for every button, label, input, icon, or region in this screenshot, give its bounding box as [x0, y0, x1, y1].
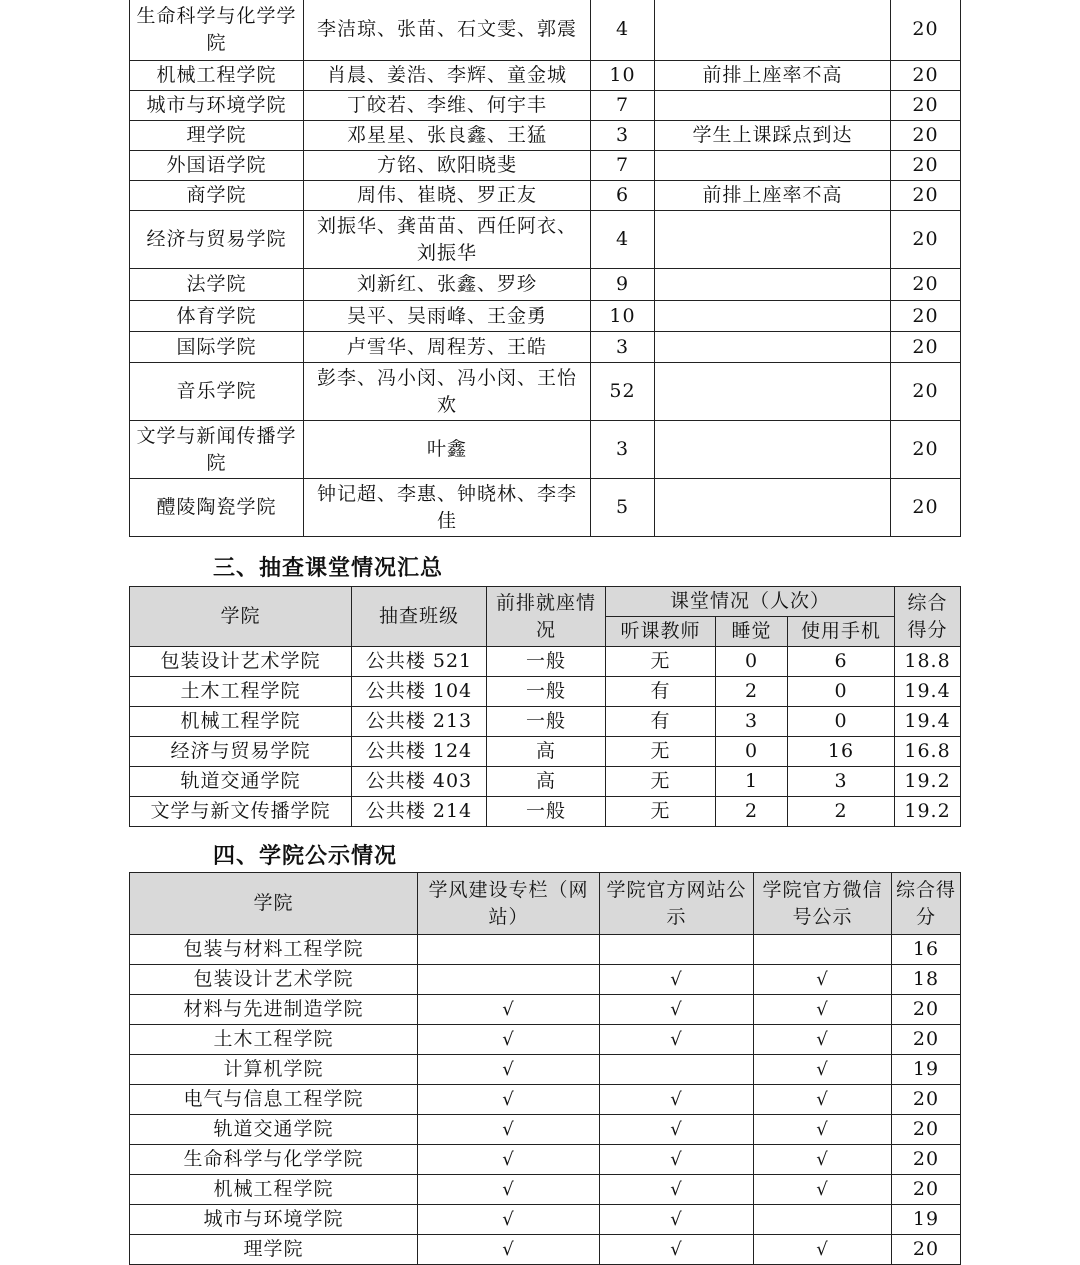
college-cell: 电气与信息工程学院	[130, 1085, 418, 1115]
wechat-check-cell	[754, 935, 892, 965]
table-row	[130, 1055, 961, 1085]
sleep-cell: 0	[716, 647, 788, 677]
members-cell: 刘振华、龚苗苗、西任阿衣、刘振华	[304, 211, 591, 269]
phone-cell: 0	[788, 677, 895, 707]
class-cell: 公共楼 104	[352, 677, 487, 707]
count-cell: 6	[591, 181, 655, 211]
college-cell: 机械工程学院	[130, 707, 352, 737]
sleep-cell: 1	[716, 767, 788, 797]
front-row-cell: 一般	[487, 707, 606, 737]
phone-cell: 2	[788, 797, 895, 827]
class-cell: 公共楼 213	[352, 707, 487, 737]
score-cell: 20	[891, 181, 961, 211]
teacher-cell: 无	[606, 737, 716, 767]
members-cell: 刘新红、张鑫、罗珍	[304, 269, 591, 301]
table-row	[130, 332, 961, 363]
header-front-row: 前排就座情况	[487, 587, 606, 647]
sleep-cell: 2	[716, 677, 788, 707]
website-check-cell: √	[600, 1175, 754, 1205]
header-teacher: 听课教师	[606, 617, 716, 647]
wechat-check-cell: √	[754, 1145, 892, 1175]
note-cell	[655, 211, 891, 269]
sleep-cell: 2	[716, 797, 788, 827]
sleep-cell: 0	[716, 737, 788, 767]
table-row	[130, 1235, 961, 1265]
front-row-cell: 一般	[487, 677, 606, 707]
members-cell: 周伟、崔晓、罗正友	[304, 181, 591, 211]
section-title-classroom-summary: 三、抽查课堂情况汇总	[213, 556, 444, 581]
note-cell	[655, 151, 891, 181]
college-cell: 土木工程学院	[130, 677, 352, 707]
college-cell: 生命科学与化学学院	[130, 0, 304, 61]
college-cell: 国际学院	[130, 332, 304, 363]
wechat-check-cell: √	[754, 1115, 892, 1145]
front-row-cell: 高	[487, 767, 606, 797]
note-cell	[655, 363, 891, 421]
website-check-cell: √	[600, 1145, 754, 1175]
score-cell: 20	[891, 211, 961, 269]
column-check-cell: √	[418, 1115, 600, 1145]
college-cell: 醴陵陶瓷学院	[130, 479, 304, 537]
note-cell	[655, 0, 891, 61]
college-cell: 轨道交通学院	[130, 767, 352, 797]
table-row	[130, 767, 961, 797]
table-row	[130, 301, 961, 332]
note-cell	[655, 269, 891, 301]
header-phone: 使用手机	[788, 617, 895, 647]
count-cell: 7	[591, 91, 655, 121]
table-row	[130, 61, 961, 91]
front-row-cell: 一般	[487, 647, 606, 677]
header-column: 学风建设专栏（网站）	[418, 873, 600, 935]
score-cell: 20	[892, 1175, 961, 1205]
table-row	[130, 995, 961, 1025]
header-college: 学院	[130, 587, 352, 647]
teacher-cell: 无	[606, 647, 716, 677]
members-cell: 邓星星、张良鑫、王猛	[304, 121, 591, 151]
score-cell: 20	[891, 421, 961, 479]
phone-cell: 3	[788, 767, 895, 797]
count-cell: 3	[591, 421, 655, 479]
score-cell: 19.2	[895, 767, 961, 797]
class-cell: 公共楼 214	[352, 797, 487, 827]
wechat-check-cell: √	[754, 1235, 892, 1265]
score-cell: 16	[892, 935, 961, 965]
column-check-cell: √	[418, 1235, 600, 1265]
website-check-cell: √	[600, 1085, 754, 1115]
note-cell: 前排上座率不高	[655, 61, 891, 91]
website-check-cell: √	[600, 995, 754, 1025]
header-college: 学院	[130, 873, 418, 935]
count-cell: 10	[591, 61, 655, 91]
wechat-check-cell: √	[754, 1085, 892, 1115]
phone-cell: 0	[788, 707, 895, 737]
front-row-cell: 一般	[487, 797, 606, 827]
score-cell: 20	[892, 1085, 961, 1115]
column-check-cell	[418, 965, 600, 995]
score-cell: 19	[892, 1055, 961, 1085]
college-cell: 机械工程学院	[130, 1175, 418, 1205]
score-cell: 20	[891, 61, 961, 91]
note-cell	[655, 479, 891, 537]
phone-cell: 6	[788, 647, 895, 677]
score-cell: 18.8	[895, 647, 961, 677]
members-cell: 丁皎若、李维、何宇丰	[304, 91, 591, 121]
table-row	[130, 1145, 961, 1175]
header-class: 抽查班级	[352, 587, 487, 647]
members-cell: 钟记超、李惠、钟晓林、李李佳	[304, 479, 591, 537]
count-cell: 3	[591, 121, 655, 151]
header-wechat: 学院官方微信号公示	[754, 873, 892, 935]
score-cell: 19	[892, 1205, 961, 1235]
inspection-team-table	[129, 0, 961, 537]
count-cell: 7	[591, 151, 655, 181]
score-cell: 20	[891, 0, 961, 61]
table-row	[130, 737, 961, 767]
note-cell	[655, 91, 891, 121]
teacher-cell: 无	[606, 767, 716, 797]
note-cell: 学生上课踩点到达	[655, 121, 891, 151]
score-cell: 20	[891, 479, 961, 537]
score-cell: 20	[891, 363, 961, 421]
college-cell: 城市与环境学院	[130, 91, 304, 121]
table-row	[130, 1085, 961, 1115]
college-cell: 包装与材料工程学院	[130, 935, 418, 965]
table-row	[130, 479, 961, 537]
college-cell: 包装设计艺术学院	[130, 647, 352, 677]
score-cell: 20	[891, 151, 961, 181]
members-cell: 卢雪华、周程芳、王皓	[304, 332, 591, 363]
table-row	[130, 421, 961, 479]
wechat-check-cell: √	[754, 1025, 892, 1055]
count-cell: 4	[591, 211, 655, 269]
wechat-check-cell: √	[754, 1175, 892, 1205]
teacher-cell: 有	[606, 677, 716, 707]
college-cell: 音乐学院	[130, 363, 304, 421]
table-row	[130, 935, 961, 965]
table-row	[130, 1205, 961, 1235]
front-row-cell: 高	[487, 737, 606, 767]
column-check-cell	[418, 935, 600, 965]
college-cell: 商学院	[130, 181, 304, 211]
website-check-cell: √	[600, 1115, 754, 1145]
college-cell: 外国语学院	[130, 151, 304, 181]
class-cell: 公共楼 124	[352, 737, 487, 767]
table-row	[130, 269, 961, 301]
score-cell: 20	[892, 1025, 961, 1055]
teacher-cell: 无	[606, 797, 716, 827]
count-cell: 5	[591, 479, 655, 537]
website-check-cell: √	[600, 1025, 754, 1055]
score-cell: 19.4	[895, 707, 961, 737]
college-cell: 文学与新文传播学院	[130, 797, 352, 827]
class-cell: 公共楼 521	[352, 647, 487, 677]
members-cell: 肖晨、姜浩、李辉、童金城	[304, 61, 591, 91]
column-check-cell: √	[418, 1085, 600, 1115]
table-row	[130, 121, 961, 151]
college-cell: 体育学院	[130, 301, 304, 332]
class-cell: 公共楼 403	[352, 767, 487, 797]
members-cell: 吴平、吴雨峰、王金勇	[304, 301, 591, 332]
count-cell: 9	[591, 269, 655, 301]
website-check-cell	[600, 1055, 754, 1085]
count-cell: 3	[591, 332, 655, 363]
college-cell: 经济与贸易学院	[130, 211, 304, 269]
table-row	[130, 677, 961, 707]
header-sleep: 睡觉	[716, 617, 788, 647]
table-row	[130, 965, 961, 995]
score-cell: 20	[891, 91, 961, 121]
college-cell: 生命科学与化学学院	[130, 1145, 418, 1175]
website-check-cell	[600, 935, 754, 965]
members-cell: 李洁琼、张苗、石文雯、郭震	[304, 0, 591, 61]
column-check-cell: √	[418, 1055, 600, 1085]
score-cell: 16.8	[895, 737, 961, 767]
score-cell: 19.2	[895, 797, 961, 827]
column-check-cell: √	[418, 1205, 600, 1235]
classroom-summary-table	[129, 586, 961, 827]
wechat-check-cell: √	[754, 965, 892, 995]
website-check-cell: √	[600, 1235, 754, 1265]
college-cell: 材料与先进制造学院	[130, 995, 418, 1025]
table-row	[130, 211, 961, 269]
website-check-cell: √	[600, 1205, 754, 1235]
college-cell: 法学院	[130, 269, 304, 301]
score-cell: 20	[891, 269, 961, 301]
column-check-cell: √	[418, 1025, 600, 1055]
members-cell: 叶鑫	[304, 421, 591, 479]
header-score: 综合得分	[892, 873, 961, 935]
members-cell: 彭李、冯小闵、冯小闵、王怡欢	[304, 363, 591, 421]
table-row	[130, 0, 961, 61]
college-cell: 城市与环境学院	[130, 1205, 418, 1235]
count-cell: 10	[591, 301, 655, 332]
table-row	[130, 1025, 961, 1055]
table-row	[130, 647, 961, 677]
note-cell	[655, 421, 891, 479]
note-cell	[655, 332, 891, 363]
table-row	[130, 363, 961, 421]
wechat-check-cell	[754, 1205, 892, 1235]
table-row	[130, 151, 961, 181]
section-title-publicity: 四、学院公示情况	[213, 844, 398, 869]
table-row	[130, 1115, 961, 1145]
note-cell	[655, 301, 891, 332]
members-cell: 方铭、欧阳晓斐	[304, 151, 591, 181]
column-check-cell: √	[418, 1145, 600, 1175]
college-cell: 包装设计艺术学院	[130, 965, 418, 995]
table-row	[130, 797, 961, 827]
college-cell: 机械工程学院	[130, 61, 304, 91]
score-cell: 20	[892, 995, 961, 1025]
table-row	[130, 707, 961, 737]
score-cell: 20	[891, 332, 961, 363]
score-cell: 19.4	[895, 677, 961, 707]
score-cell: 20	[891, 301, 961, 332]
college-cell: 轨道交通学院	[130, 1115, 418, 1145]
score-cell: 20	[892, 1145, 961, 1175]
college-cell: 计算机学院	[130, 1055, 418, 1085]
score-cell: 20	[892, 1235, 961, 1265]
table-row	[130, 91, 961, 121]
header-score: 综合得分	[895, 587, 961, 647]
wechat-check-cell: √	[754, 1055, 892, 1085]
count-cell: 4	[591, 0, 655, 61]
column-check-cell: √	[418, 1175, 600, 1205]
table-row	[130, 181, 961, 211]
score-cell: 18	[892, 965, 961, 995]
college-cell: 经济与贸易学院	[130, 737, 352, 767]
sleep-cell: 3	[716, 707, 788, 737]
website-check-cell: √	[600, 965, 754, 995]
wechat-check-cell: √	[754, 995, 892, 1025]
teacher-cell: 有	[606, 707, 716, 737]
college-cell: 土木工程学院	[130, 1025, 418, 1055]
header-classroom: 课堂情况（人次）	[606, 587, 895, 617]
header-website: 学院官方网站公示	[600, 873, 754, 935]
college-cell: 理学院	[130, 121, 304, 151]
score-cell: 20	[892, 1115, 961, 1145]
column-check-cell: √	[418, 995, 600, 1025]
publicity-table	[129, 872, 961, 1265]
phone-cell: 16	[788, 737, 895, 767]
score-cell: 20	[891, 121, 961, 151]
college-cell: 文学与新闻传播学院	[130, 421, 304, 479]
count-cell: 52	[591, 363, 655, 421]
college-cell: 理学院	[130, 1235, 418, 1265]
note-cell: 前排上座率不高	[655, 181, 891, 211]
table-row	[130, 1175, 961, 1205]
